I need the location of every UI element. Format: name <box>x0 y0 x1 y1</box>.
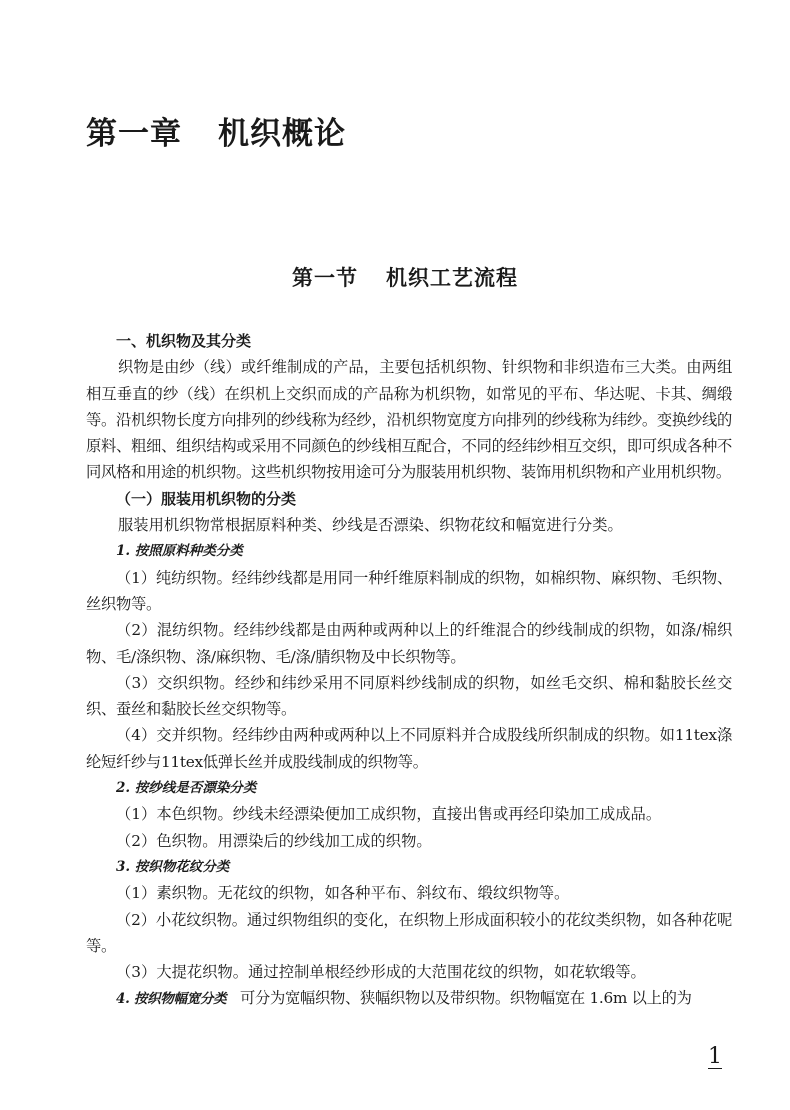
group-heading-width: 4. 按织物幅宽分类 <box>116 991 227 1008</box>
intro-paragraph: 织物是由纱（线）或纤维制成的产品，主要包括机织物、针织物和非织造布三大类。由两组相互垂直的纱（线）在织机上交织而成的产品称为机织物，如常见的平布、华达呢、卡其、绸缎等。沿机织物长度方向排列的纱线称为经纱，沿机织物宽度方向排列的纱线称为纬纱。变换纱线的原料、粗细、组织结构或采用不同颜色的纱线相互配合，不同的经纬纱相互交织，即可织成各种不同风格和用途的机织物。这些机织物按用途可分为服装用机织物、装饰用机织物和产业用机织物。 <box>86 358 732 482</box>
group-heading-raw-material: 1. 按照原料种类分类 <box>116 543 243 560</box>
list-item: （1）素织物。无花纹的织物，如各种平布、斜纹布、缎纹织物等。 <box>116 884 570 903</box>
list-item: （3）大提花织物。通过控制单根经纱形成的大范围花纹的织物，如花软缎等。 <box>116 963 646 982</box>
list-item: （2）小花纹织物。通过织物组织的变化，在织物上形成面积较小的花纹类织物，如各种花呢等。 <box>86 910 732 955</box>
section-title <box>0 262 790 292</box>
body-text <box>86 328 732 1013</box>
list-item: （1）纯纺织物。经纬纱线都是用同一种纤维原料制成的织物，如棉织物、麻织物、毛织物、丝织物等。 <box>86 568 732 613</box>
group-heading-dyeing: 2. 按纱线是否漂染分类 <box>116 780 257 797</box>
chapter-number: 第一章 <box>86 116 182 152</box>
subheading-apparel-text: 服装用机织物常根据原料种类、纱线是否漂染、织物花纹和幅宽进行分类。 <box>118 516 623 535</box>
list-item: （2）混纺织物。经纬纱线都是由两种或两种以上的纤维混合的纱线制成的织物，如涤/棉织物、毛/涤织物、涤/麻织物、毛/涤/腈织物及中长织物等。 <box>86 621 732 666</box>
list-item: （4）交并织物。经纬纱由两种或两种以上不同原料并合成股线所织制成的织物。如11tex涤纶短纤纱与11tex低弹长丝并成股线制成的织物等。 <box>86 726 732 771</box>
list-item: （2）色织物。用漂染后的纱线加工成的织物。 <box>116 831 432 850</box>
section-name: 机织工艺流程 <box>386 266 518 290</box>
section-number: 第一节 <box>292 266 358 290</box>
heading-classification: 一、机织物及其分类 <box>116 332 252 350</box>
chapter-title <box>86 108 346 153</box>
group-width-text: 可分为宽幅织物、狭幅织物以及带织物。织物幅宽在 1.6m 以上的为 <box>239 989 692 1008</box>
group-heading-pattern: 3. 按织物花纹分类 <box>116 858 230 875</box>
page-number: 1 <box>708 1044 722 1069</box>
subheading-apparel-fabrics: （一）服装用机织物的分类 <box>116 489 297 508</box>
list-item: （1）本色织物。纱线未经漂染便加工成织物，直接出售或再经印染加工成成品。 <box>116 805 662 824</box>
list-item: （3）交织织物。经纱和纬纱采用不同原料纱线制成的织物，如丝毛交织、棉和黏胶长丝交织、蚕丝和黏胶长丝交织物等。 <box>86 673 732 719</box>
chapter-name: 机织概论 <box>218 116 346 152</box>
group-width-paragraph <box>86 985 732 1012</box>
